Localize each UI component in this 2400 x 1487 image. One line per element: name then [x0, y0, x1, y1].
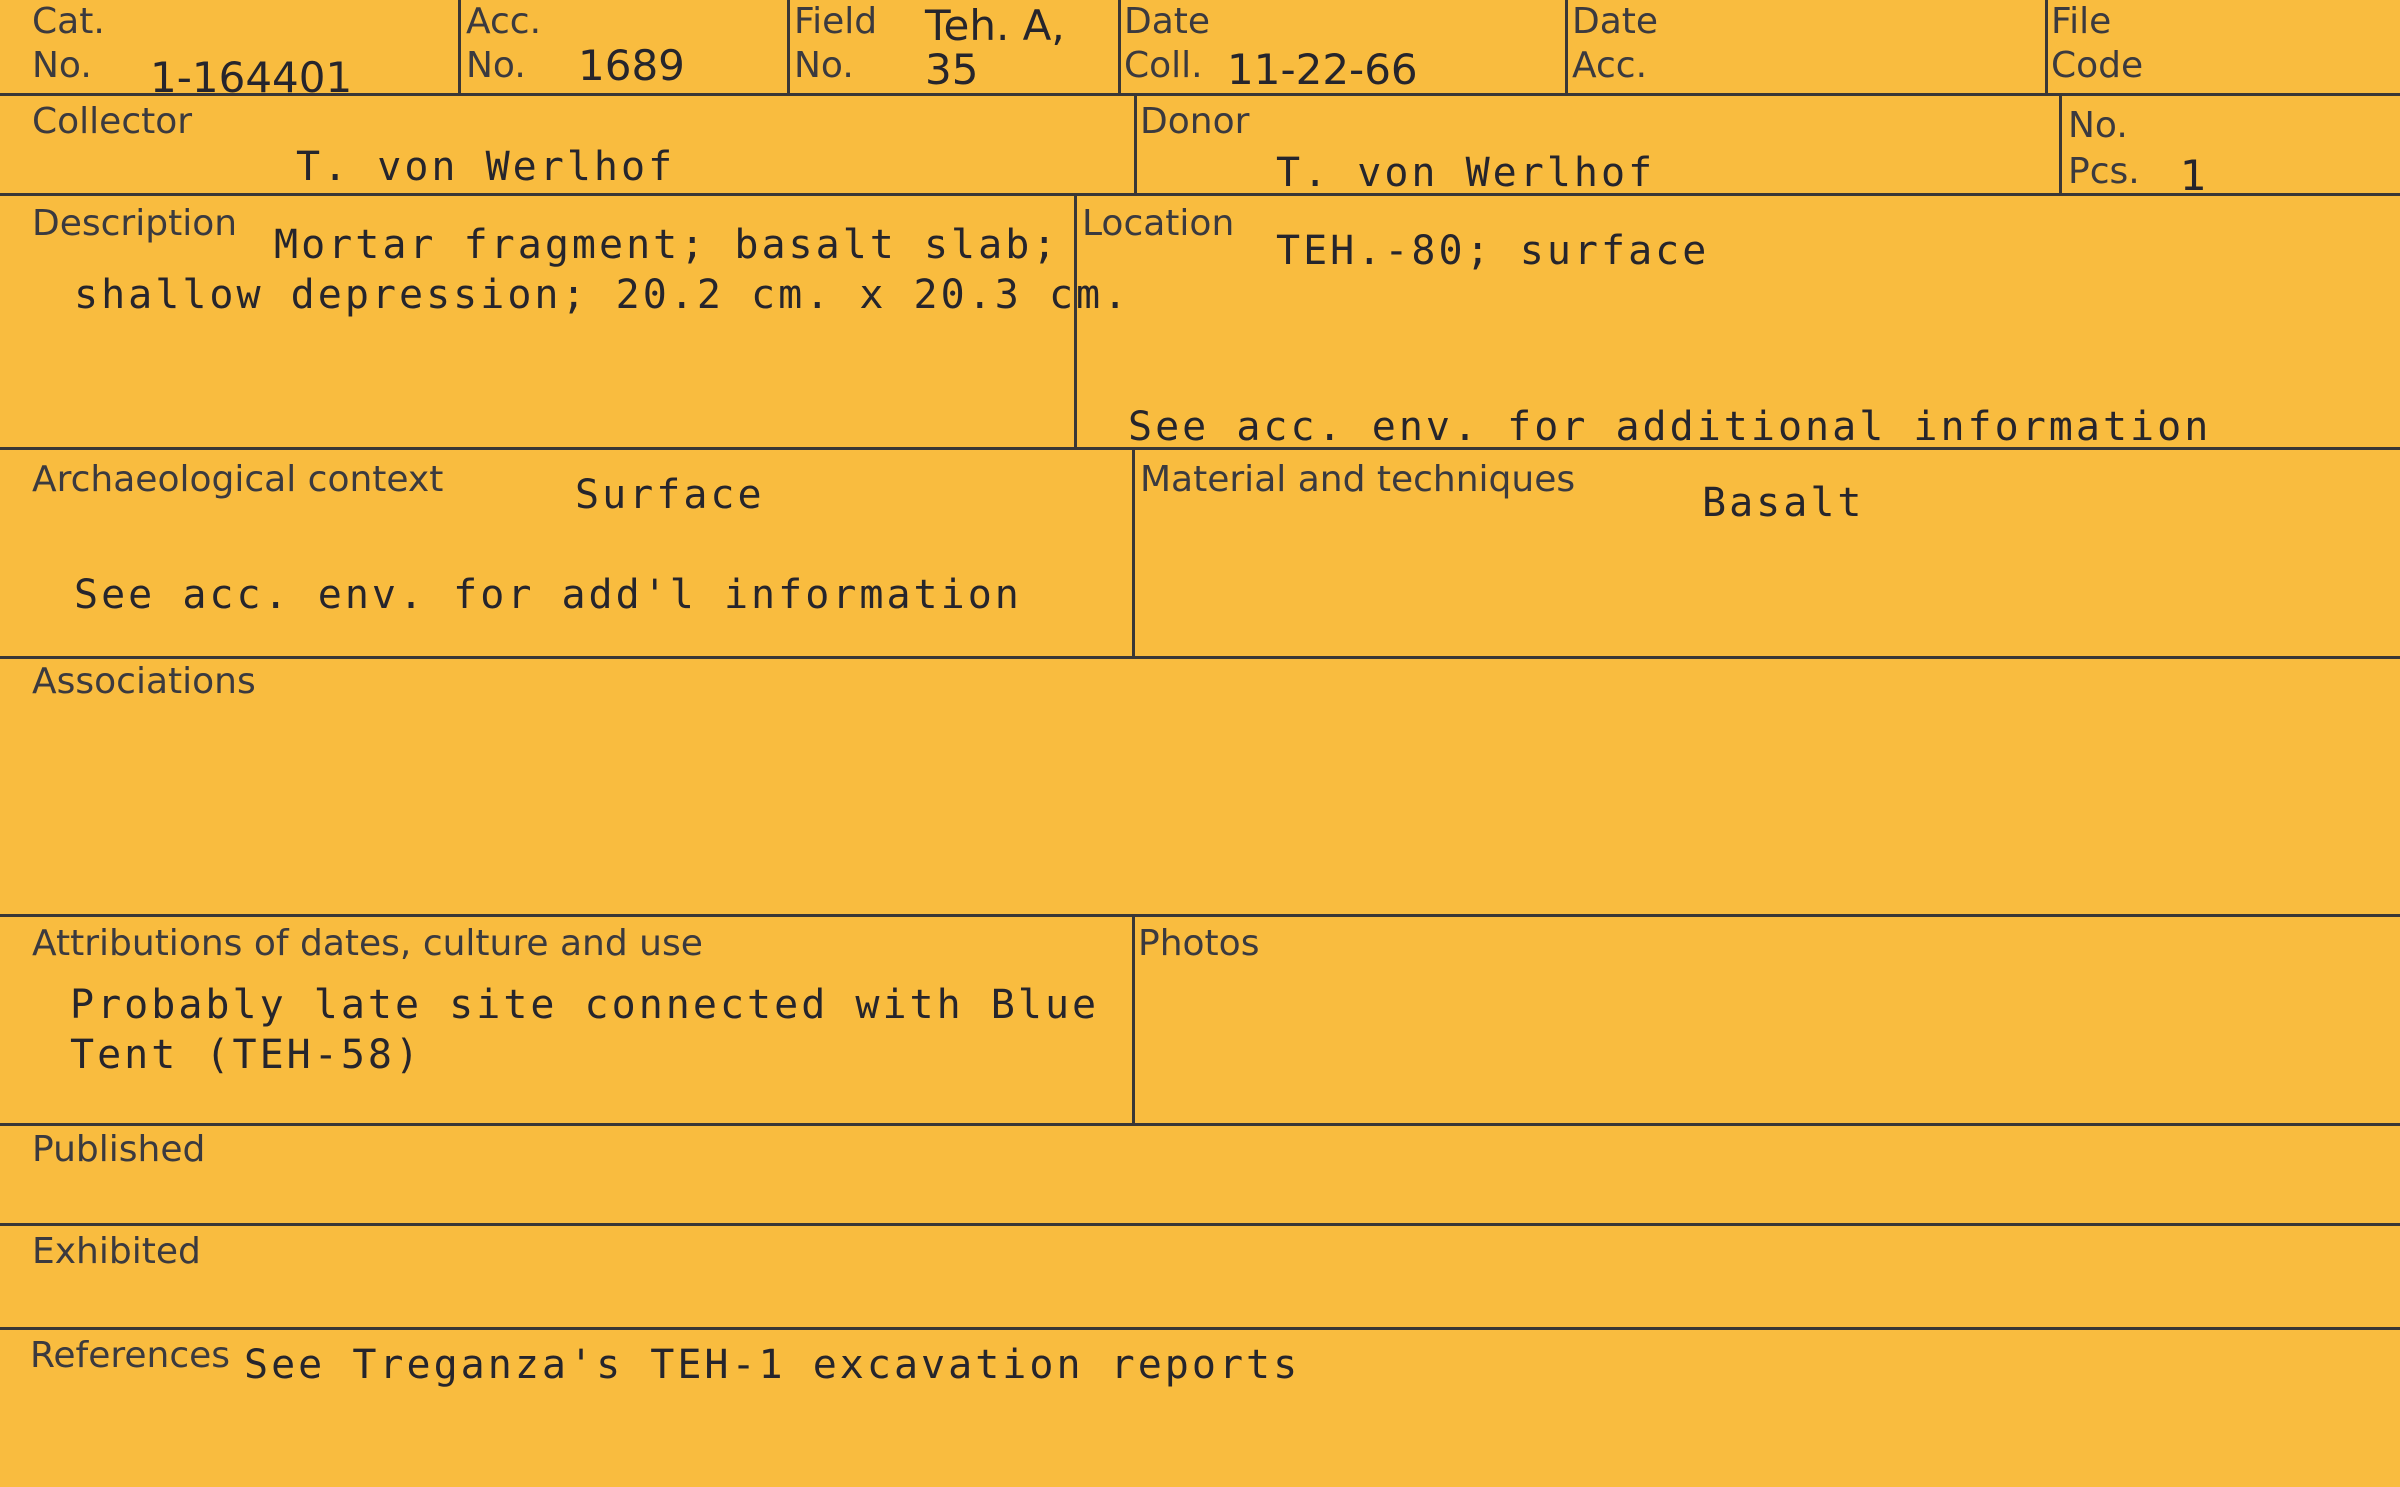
material-label: Material and techniques: [1140, 459, 1576, 500]
cat-label: Cat.: [32, 1, 105, 42]
file-code-label: Code: [2051, 45, 2144, 86]
collector-label: Collector: [32, 101, 193, 142]
location-label: Location: [1082, 203, 1235, 244]
references-label: References: [30, 1335, 231, 1376]
description-label: Description: [32, 203, 238, 244]
photos-label: Photos: [1138, 923, 1260, 964]
description-line-2: shallow depression; 20.2 cm. x 20.3 cm.: [74, 272, 1131, 318]
date-acc-label: Date: [1572, 1, 1659, 42]
rule-dateacc-file: [2045, 0, 2048, 94]
rule-datecoll-dateacc: [1565, 0, 1568, 94]
exhibited-label: Exhibited: [32, 1231, 201, 1272]
attributions-label: Attributions of dates, culture and use: [32, 923, 703, 964]
rule-collector-bottom: [0, 193, 2400, 196]
catalog-number: 1-164401: [150, 53, 353, 102]
associations-label: Associations: [32, 661, 256, 702]
cat-no-label: No.: [32, 45, 92, 86]
field-number: 35: [925, 45, 979, 94]
rule-collector-donor: [1134, 94, 1137, 194]
rule-attributions-photos: [1132, 915, 1135, 1124]
date-coll-sub-label: Coll.: [1124, 45, 1203, 86]
rule-description-location: [1074, 194, 1077, 448]
rule-attributions-bottom: [0, 1123, 2400, 1126]
date-acc-sub-label: Acc.: [1572, 45, 1648, 86]
file-label: File: [2051, 1, 2112, 42]
published-label: Published: [32, 1129, 206, 1170]
material-value: Basalt: [1702, 480, 1865, 526]
attributions-line-2: Tent (TEH-58): [70, 1032, 423, 1078]
rule-field-date: [1118, 0, 1121, 94]
description-line-1: Mortar fragment; basalt slab;: [274, 222, 1060, 268]
acc-no-label: No.: [466, 45, 526, 86]
rule-published-bottom: [0, 1223, 2400, 1226]
rule-context-material: [1132, 448, 1135, 657]
rule-exhibited-bottom: [0, 1327, 2400, 1330]
context-value: Surface: [575, 472, 765, 518]
location-note: See acc. env. for additional information: [1128, 404, 2212, 450]
context-label: Archaeological context: [32, 459, 444, 500]
collector-value: T. von Werlhof: [296, 144, 676, 190]
attributions-line-1: Probably late site connected with Blue: [70, 982, 1100, 1028]
rule-cat-acc: [458, 0, 461, 94]
field-site: Teh. A,: [925, 1, 1065, 50]
date-coll-label: Date: [1124, 1, 1211, 42]
accession-number: 1689: [578, 41, 685, 90]
date-collected: 11-22-66: [1227, 45, 1418, 94]
rule-donor-pcs: [2059, 94, 2062, 194]
field-no-label: No.: [794, 45, 854, 86]
rule-acc-field: [787, 0, 790, 94]
rule-header-bottom: [0, 93, 2400, 96]
donor-value: T. von Werlhof: [1276, 150, 1656, 196]
acc-label: Acc.: [466, 1, 542, 42]
references-value: See Treganza's TEH-1 excavation reports: [244, 1342, 1301, 1388]
rule-context-bottom: [0, 656, 2400, 659]
donor-label: Donor: [1140, 101, 1250, 142]
location-value: TEH.-80; surface: [1276, 228, 1710, 274]
rule-associations-bottom: [0, 914, 2400, 917]
pcs-label: Pcs.: [2068, 151, 2140, 192]
context-note: See acc. env. for add'l information: [74, 572, 1022, 618]
pcs-no-label: No.: [2068, 105, 2128, 146]
field-label: Field: [794, 1, 878, 42]
pieces-count: 1: [2180, 151, 2207, 200]
